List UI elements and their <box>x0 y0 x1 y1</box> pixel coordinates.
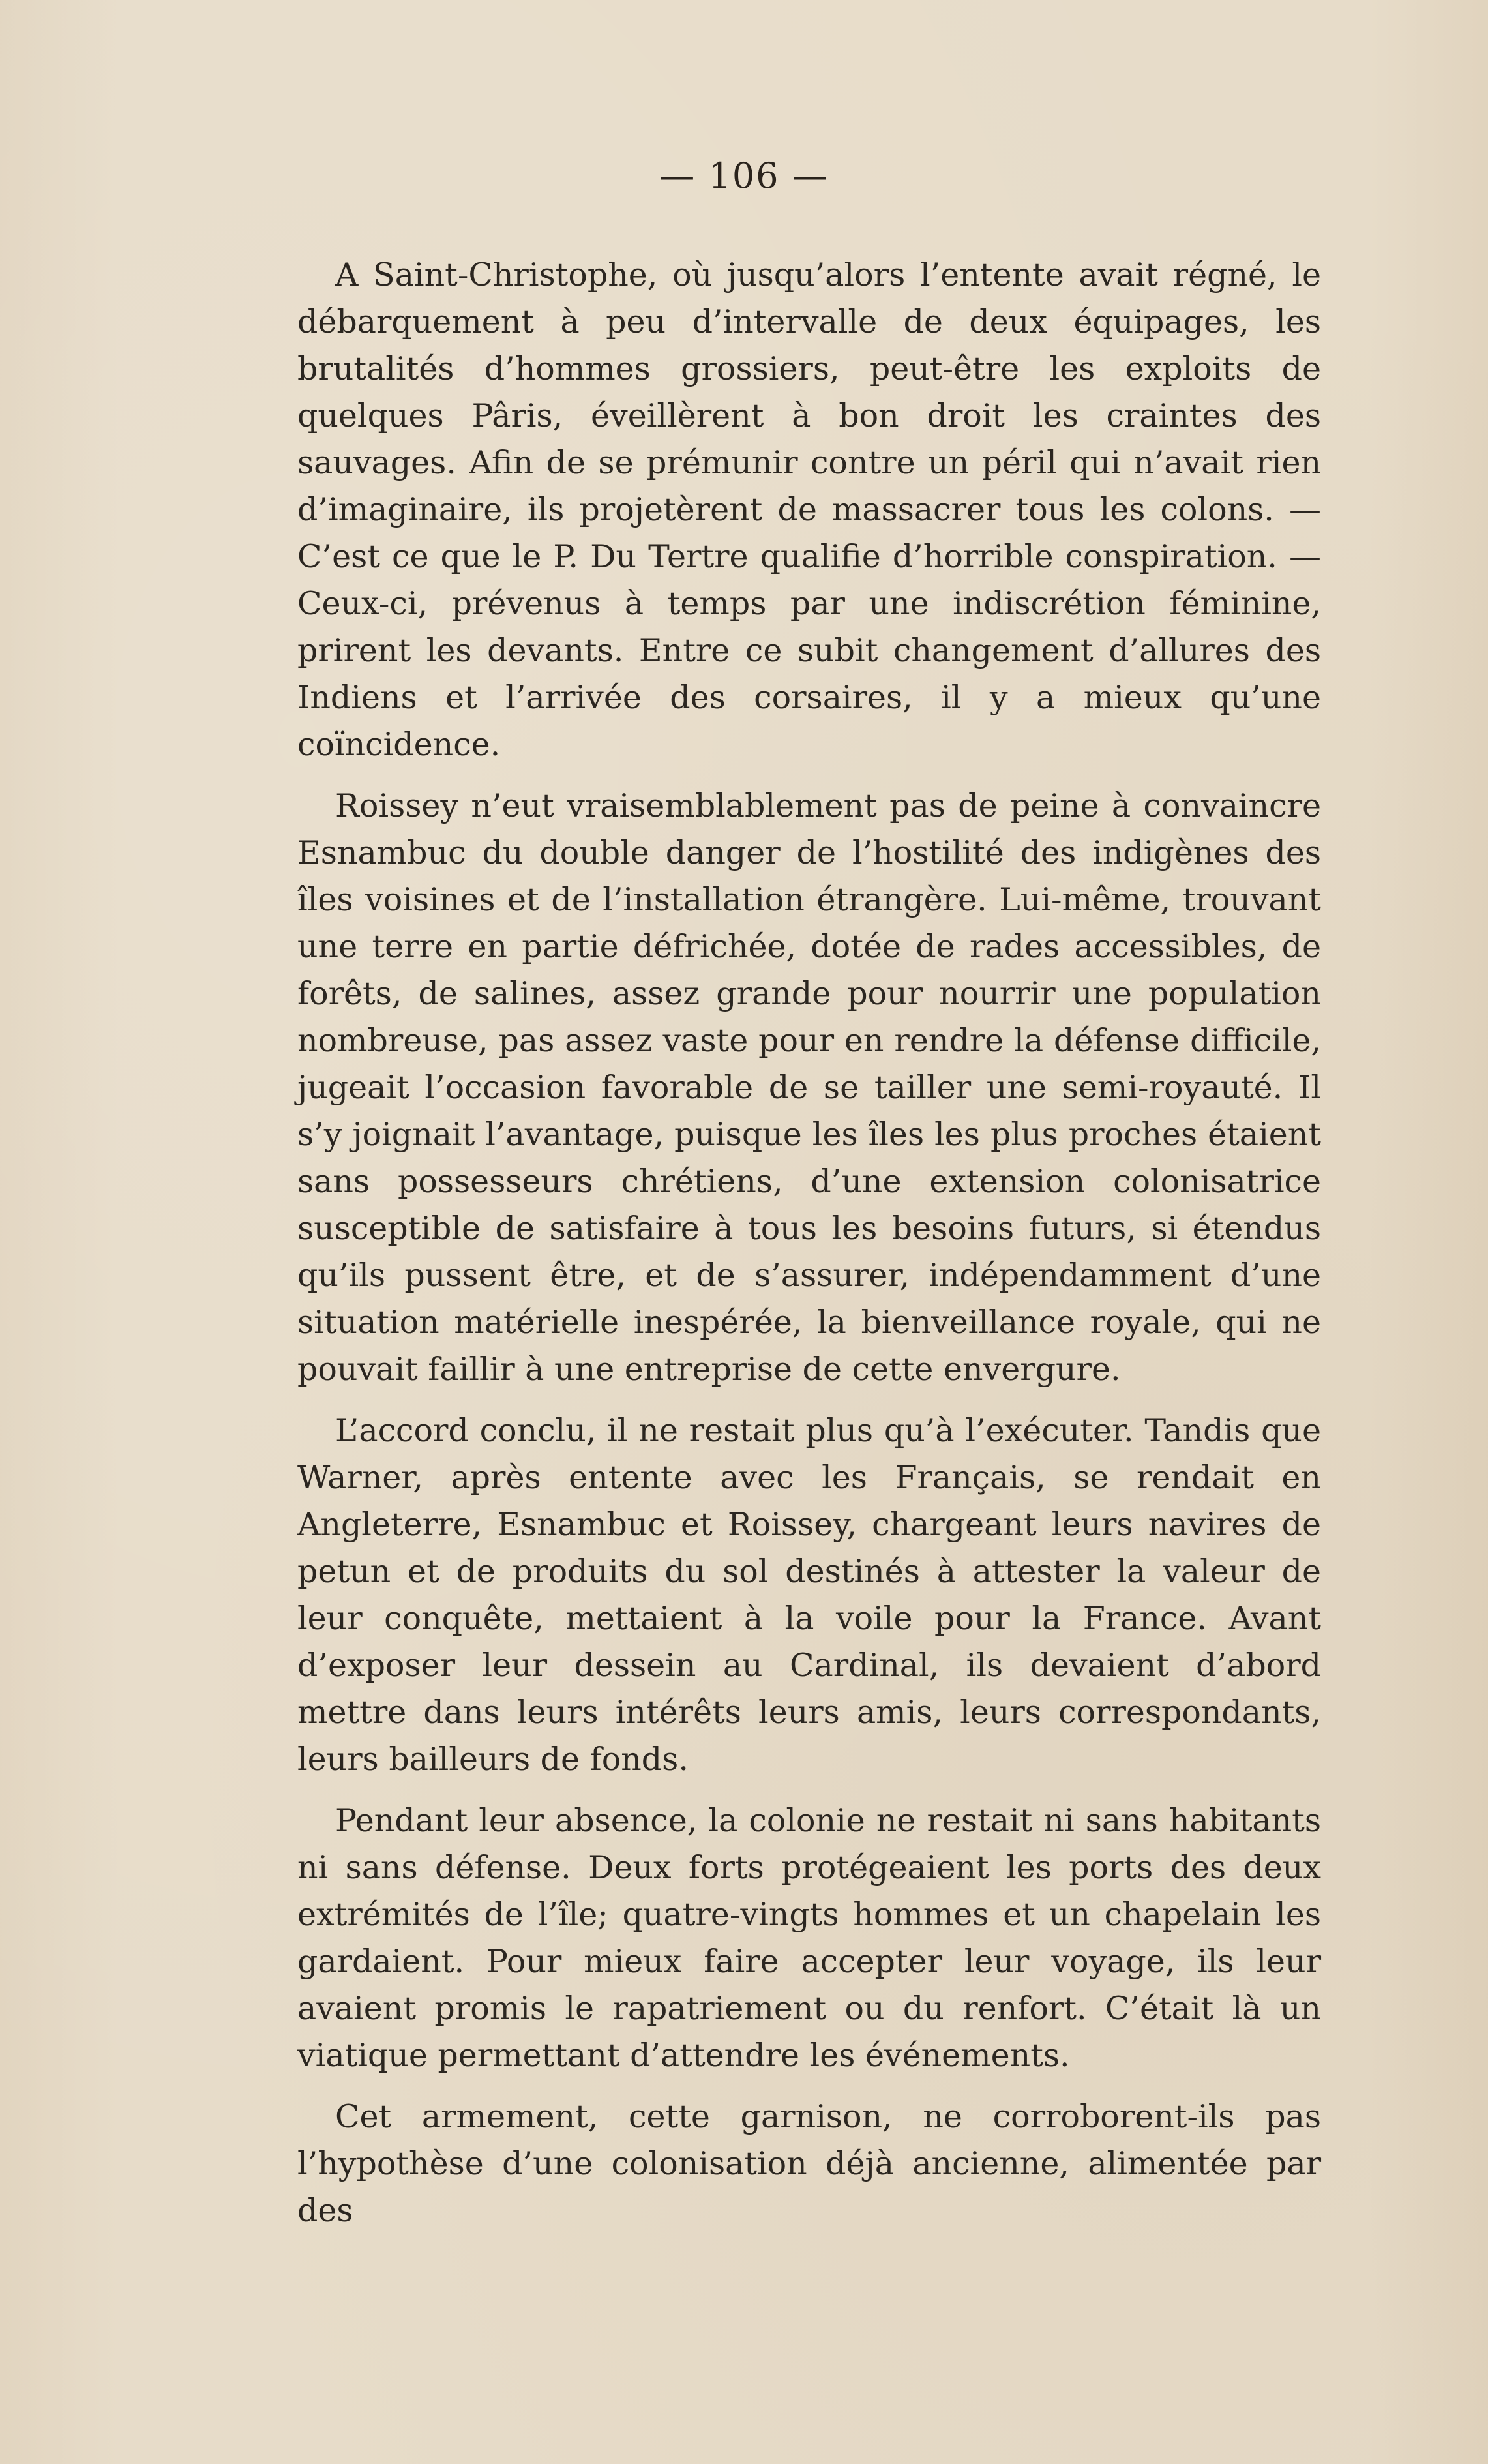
paragraph: A Saint-Christophe, où jusqu’alors l’entente avait régné, le débarquement à peu d’intervalle de deux équipages, les brutalités d’hommes grossiers, peut-être les exploits de quelques Pâris, éveillèrent à bon droit les craintes des sauvages. Afin de se prémunir contre un péril qui n’avait rien d’imaginaire, ils projetèrent de massacrer tous les colons. — C’est ce que le P. Du Tertre qualifie d’horrible conspiration. — Ceux-ci, prévenus à temps par une indiscrétion féminine, prirent les devants. Entre ce subit changement d’allures des Indiens et l’arrivée des corsaires, il y a mieux qu’une coïncidence. <box>297 256 1321 763</box>
paragraph: Cet armement, cette garnison, ne corroborent-ils pas l’hypothèse d’une colonisation déjà ancienne, alimentée par des <box>297 2098 1321 2229</box>
page-number: — 106 — <box>659 155 829 196</box>
body-text <box>297 252 1321 2249</box>
paragraph: Roissey n’eut vraisemblablement pas de peine à convaincre Esnambuc du double danger de l’hostilité des indigènes des îles voisines et de l’installation étrangère. Lui-même, trouvant une terre en partie défrichée, dotée de rades accessibles, de forêts, de salines, assez grande pour nourrir une population nombreuse, pas assez vaste pour en rendre la défense difficile, jugeait l’occasion favorable de se tailler une semi-royauté. Il s’y joignait l’avantage, puisque les îles les plus proches étaient sans possesseurs chrétiens, d’une extension colonisatrice susceptible de satisfaire à tous les besoins futurs, si étendus qu’ils pussent être, et de s’assurer, indépendamment d’une situation matérielle inespérée, la bienveillance royale, qui ne pouvait faillir à une entreprise de cette envergure. <box>297 787 1321 1388</box>
paragraph: Pendant leur absence, la colonie ne restait ni sans habitants ni sans défense. Deux forts protégeaient les ports des deux extrémités de l’île; quatre-vingts hommes et un chapelain les gardaient. Pour mieux faire accepter leur voyage, ils leur avaient promis le rapatriement ou du renfort. C’était là un viatique permettant d’attendre les événements. <box>297 1802 1321 2074</box>
paragraph: L’accord conclu, il ne restait plus qu’à l’exécuter. Tandis que Warner, après entente avec les Français, se rendait en Angleterre, Esnambuc et Roissey, chargeant leurs navires de petun et de produits du sol destinés à attester la valeur de leur conquête, mettaient à la voile pour la France. Avant d’exposer leur dessein au Cardinal, ils devaient d’abord mettre dans leurs intérêts leurs amis, leurs correspondants, leurs bailleurs de fonds. <box>297 1412 1321 1778</box>
